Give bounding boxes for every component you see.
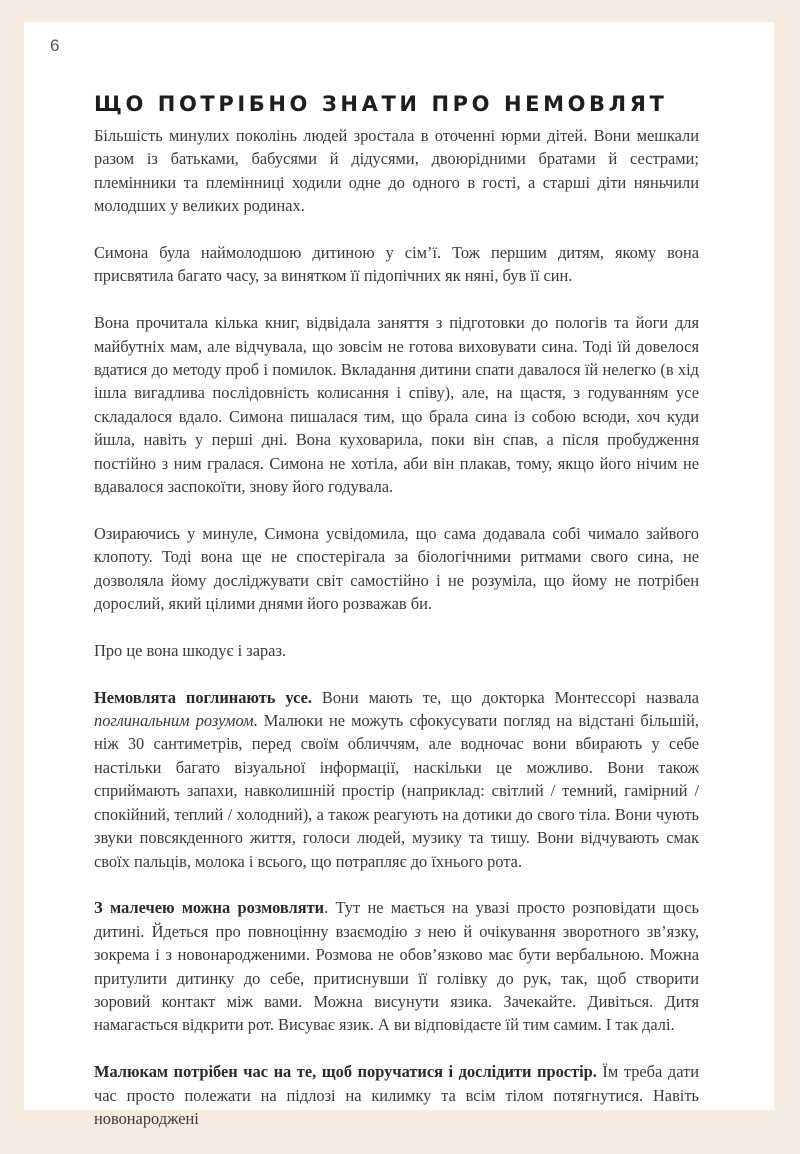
paragraph-8-text-a: Їм треба дати час просто полежати на підлозі на килимку та всім тілом потягнутися. Навіть новонароджені: [94, 1062, 699, 1128]
paragraph-7: [94, 896, 699, 1036]
paragraph-4: Озираючись у минуле, Симона усвідомила, що сама додавала собі чимало зайвого клопоту. Тоді вона ще не спостерігала за біологічними ритмами свого сина, не дозволяла йому досліджувати світ самостійно і не розуміла, що йому не потрібен дорослий, який цілими днями його розважав би.: [94, 523, 699, 614]
paragraph-6-text-a: Вони мають те, що докторка Монтессорі назвала: [311, 687, 699, 707]
paragraph-5: Про це вона шкодує і зараз.: [94, 640, 287, 660]
paragraph-6-lead: Немовлята поглинають усе.: [94, 687, 312, 707]
paragraph-8-lead: Малюкам потрібен час на те, щоб поручатися і дослідити простір.: [94, 1062, 597, 1082]
paragraph-7-emphasis: з: [414, 921, 421, 941]
paragraph-7-text-b: нею й очікування зворотного зв’язку, зокрема і з новонародженими. Розмова не обов’язково має бути вербальною. Можна притулити дитинку до себе, притиснувши її голівку до рук, так, щоб створити зоровий контакт між вами. Можна висунути язика. Зачекайте. Дивіться. Дитя намагається відкрити рот. Висуває язик. А ви відповідаєте їй тим самим. І так далі.: [94, 921, 699, 1035]
paragraph-1: Більшість минулих поколінь людей зростала в оточенні юрми дітей. Вони мешкали разом із батьками, бабусями й дідусями, двоюрідними братами й сестрами; племінники та племінниці ходили одне до одного в гості, а старші діти няньчили молодших у великих родинах.: [94, 126, 699, 216]
book-page: [24, 22, 774, 1128]
page-number: 6: [50, 36, 60, 55]
paragraph-3: Вона прочитала кілька книг, відвідала заняття з підготовки до пологів та йоги для майбутніх мам, але відчувала, що зовсім не готова виховувати сина. Тоді їй довелося вдатися до методу проб і помилок. Вкладання дитини спати давалося їй нелегко (в хід ішла вигадлива послідовність колисання і співу), але, на щастя, з годуванням усе складалося вдало. Симона пишалася тим, що брала сина із собою всюди, хоч куди йшла, навіть у перші дні. Вона куховарила, поки він спав, а після пробудження постійно з ним гралася. Симона не хотіла, аби він плакав, тому, якщо його нічим не вдавалося заспокоїти, знову його годувала.: [94, 313, 699, 497]
paragraph-6-text-b: . Малюки не можуть сфокусувати погляд на відстані більшій, ніж 30 сантиметрів, перед своїм обличчям, але водночас вони вбирають у себе настільки багато візуальної інформації, наскільки це можливо. Вони також сприймають запахи, навколишній простір (наприклад: світлий / темний, гамірний / спокійний, теплий / холодний), а також реагують на дотики до свого тіла. Вони чують звуки повсякденного життя, голоси людей, музику та тишу. Вони відчувають смак своїх пальців, молока і всього, що потрапляє до їхнього рота.: [94, 711, 699, 871]
paragraph-8: [94, 1060, 699, 1130]
paragraph-7-lead: З малечею можна розмовляти: [94, 898, 325, 918]
section-title: ЩО ПОТРІБНО ЗНАТИ ПРО НЕМОВЛЯТ: [94, 92, 668, 116]
paragraph-7-text-a: . Тут не мається на увазі просто розповідати щось дитині. Йдеться про повноцінну взаємодію: [94, 898, 699, 941]
body-text: [94, 124, 699, 1154]
paragraph-6: [94, 686, 699, 873]
paragraph-6-term: поглинальним розумом: [94, 711, 254, 731]
paragraph-2: Симона була наймолодшою дитиною у сім’ї. Тож першим дитям, якому вона присвятила багато часу, за винятком її підопічних як няні, був її син.: [94, 243, 699, 286]
